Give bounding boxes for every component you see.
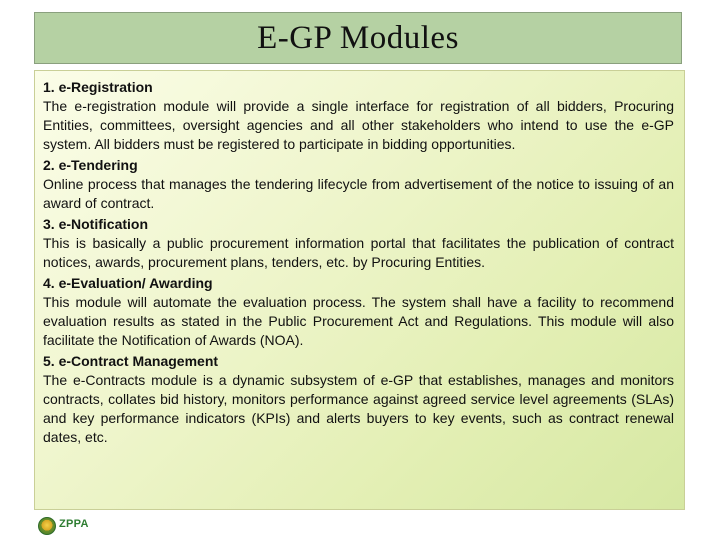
module-description: Online process that manages the tendering lifecycle from advertisement of the notice to issuing of an award of contract.	[43, 176, 674, 211]
module-e-contract-management	[43, 351, 674, 447]
module-description: The e-registration module will provide a single interface for registration of all bidders, Procuring Entities, committees, oversight agencies and all other stakeholders who intend to use the e-GP system. All bidders must be registered to participate in bidding opportunities.	[43, 98, 674, 152]
module-e-evaluation-awarding	[43, 273, 674, 350]
module-heading: 2. e-Tendering	[43, 157, 138, 173]
module-heading: 4. e-Evaluation/ Awarding	[43, 275, 213, 291]
page-title: E-GP Modules	[257, 19, 459, 56]
module-heading: 1. e-Registration	[43, 79, 153, 95]
logo-text	[59, 519, 89, 534]
module-heading: 3. e-Notification	[43, 216, 149, 232]
seal-icon	[38, 517, 56, 535]
module-heading: 5. e-Contract Management	[43, 353, 219, 369]
module-description: This is basically a public procurement information portal that facilitates the publication of contract notices, awards, procurement plans, tenders, etc. by Procuring Entities.	[43, 235, 674, 270]
content-panel	[34, 70, 685, 510]
module-e-notification	[43, 214, 674, 272]
title-banner	[34, 12, 682, 64]
module-description: The e-Contracts module is a dynamic subsystem of e-GP that establishes, manages and monitors contracts, collates bid history, monitors performance against agreed service level agreements (SLAs) and key performance indicators (KPIs) and alerts buyers to key events, such as contract renewal dates, etc.	[43, 372, 674, 445]
module-description: This module will automate the evaluation process. The system shall have a facility to recommend evaluation results as stated in the Public Procurement Act and Regulations. This module will also facilitate the Notification of Awards (NOA).	[43, 294, 674, 348]
module-e-registration	[43, 77, 674, 154]
zppa-logo	[38, 516, 89, 536]
logo-name: ZPPA	[59, 517, 89, 530]
logo-subtitle-line	[59, 531, 89, 534]
module-e-tendering	[43, 155, 674, 213]
